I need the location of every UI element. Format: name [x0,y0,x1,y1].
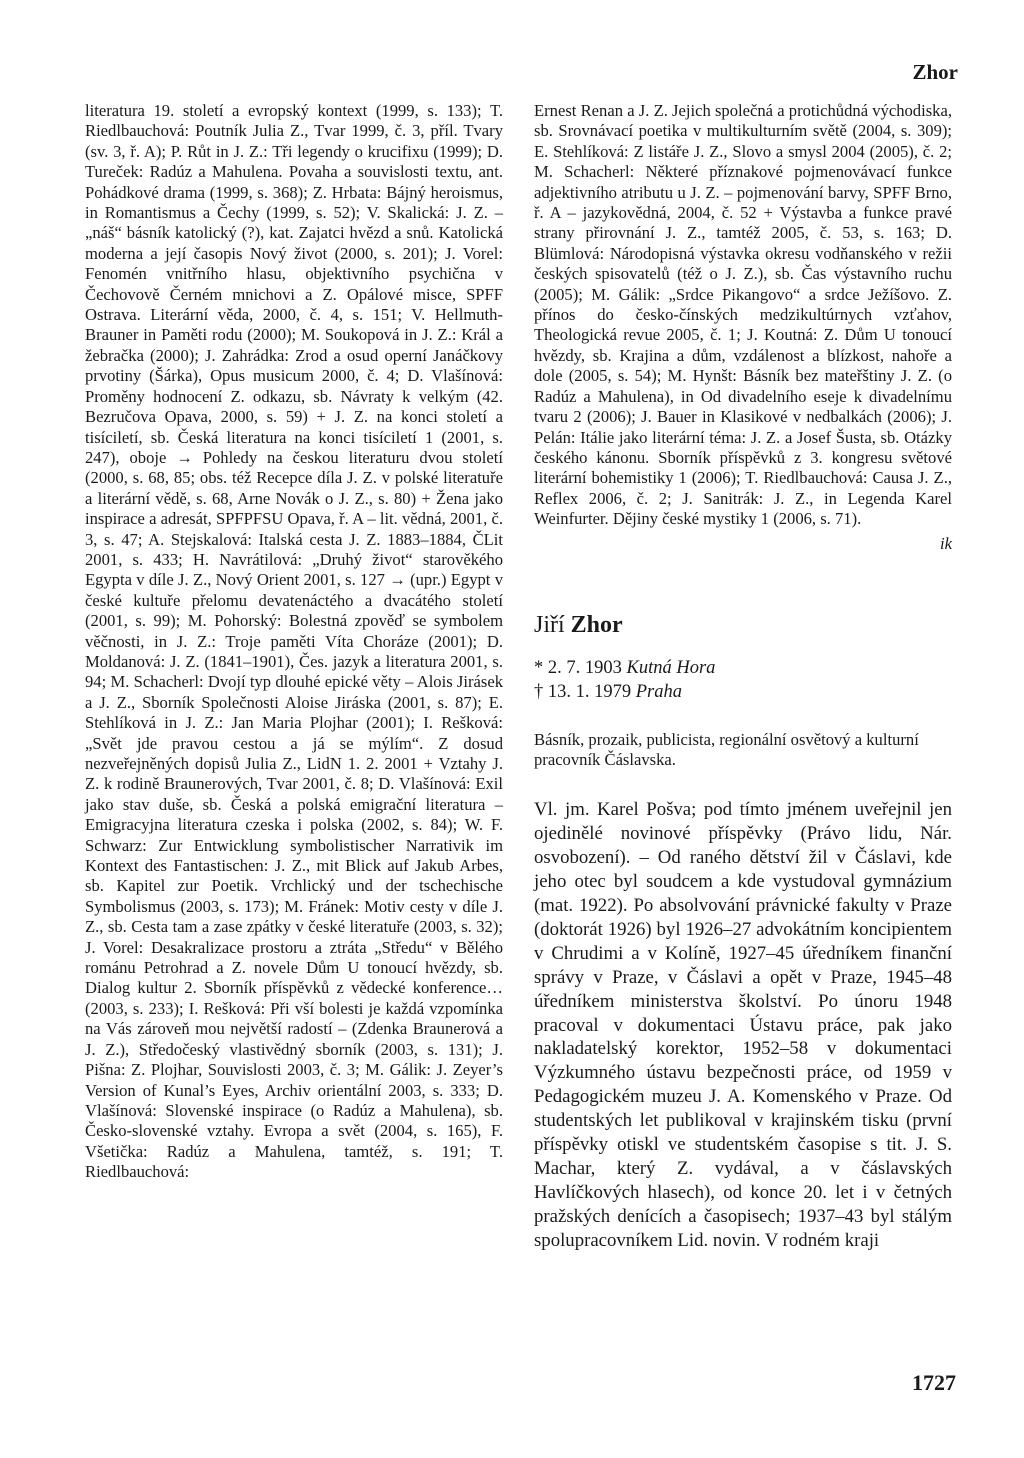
author-signature: ik [940,533,952,553]
bibliography-text-right [534,101,952,530]
right-column [534,101,952,1253]
occupation-summary: Básník, prozaik, publicista, regionální osvětový a kulturní pracovník Čáslavska. [534,729,919,769]
page-number: 1727 [912,1370,956,1395]
biography-paragraph: Vl. jm. Karel Pošva; pod tímto jménem uveřejnil jen ojedinělé novinové příspěvky (Právo lidu, Nár. osvobození). – Od raného dětství žil v Čáslavi, kde jeho otec byl soudcem a kde vystudoval gymnázium (mat. 1922). Po absolvování právnické fakulty v Praze (doktorát 1926) byl 1926–27 advokátním koncipientem v Chrudimi a v Kolíně, 1927–45 úředníkem finanční správy v Praze, v Čáslavi a opět v Praze, 1945–48 úředníkem ministerstva školství. Po únoru 1948 pracoval v dokumentaci Ústavu práce, pak jako nakladatelský korektor, 1952–58 v dokumentaci Výzkumného ústavu bezpečnosti práce, od 1959 v Pedagogickém muzeu J. A. Komenského v Praze. Od studentských let publikoval v krajinském tisku (první příspěvky otiskl ve studentském časopise s tit. J. S. Machar, který Z. vydával, a v čáslavských Havlíčkových hlasech), od konce 20. let i v četných pražských denících a časopisech; 1937–43 byl stálým spolupracovníkem Lid. novin. V rodném kraji [534,799,952,1251]
birth-place: Kutná Hora [626,657,716,678]
birth-date: * 2. 7. 1903 [534,657,622,678]
running-head: Zhor [912,60,958,84]
death-line [534,680,952,704]
entry-surname: Zhor [570,611,623,638]
entry-first-name: Jiří [534,611,565,638]
birth-line [534,656,952,680]
life-dates [534,656,952,704]
death-place: Praha [635,681,682,702]
bibliography-paragraph: literatura 19. století a evropský kontext (1999, s. 133); T. Riedlbauchová: Poutník Julia Z., Tvar 1999, č. 3, příl. Tvary (sv. 3, ř. A); P. Růt in J. Z.: Tři legendy o krucifixu (1999); D. Tureček: Radúz a Mahulena. Povaha a souvislosti textu, ant. Pohádkové drama (1999, s. 368); Z. Hrbata: Bájný heroismus, in Romantismus a Čechy (1999, s. 52); V. Skalická: J. Z. – „náš“ básník katolický (?), kat. Zajatci hvězd a snů. Katolická moderna a její časopis Nový život (2000, s. 201); J. Vorel: Fenomén vnitřního hlasu, objektivního psychična v Čechovově Černém mnichovi a Z. Opálové misce, SPFF Ostrava. Literární věda, 2000, č. 4, s. 151; V. Hellmuth-Brauner in Paměti rodu (2000); M. Soukopová in J. Z.: Král a žebračka (2000); J. Zahrádka: Zrod a osud operní Janáčkovy prvotiny (Šárka), Opus musicum 2000, č. 4; D. Vlašínová: Proměny hodnocení Z. odkazu, sb. Návraty k velkým (42. Bezručova Opava, 2000, s. 59) + J. Z. na konci století a tisíciletí, sb. Česká literatura na konci tisíciletí 1 (2001, s. 247), obojе → Pohledy na českou literaturu dvou století (2000, s. 68, 85; obs. též Recepce díla J. Z. v polské literatuře a literární vědě, s. 68, Arne Novák o J. Z., s. 80) + Žena jako inspirace a adresát, SPFPFSU Opava, ř. A – lit. vědná, 2001, č. 3, s. 47; A. Stejskalová: Italská cesta J. Z. 1883–1884, ČLit 2001, s. 433; H. Navrátilová: „Druhý život“ starověkého Egypta v díle J. Z., Nový Orient 2001, s. 127 → (upr.) Egypt v české kultuře přelomu devatenáctého a dvacátého století (2001, s. 99); M. Pohorský: Bolestná zpověď se symbolem věčnosti, in J. Z.: Troje paměti Víta Choráze (2001); D. Moldanová: J. Z. (1841–1901), Čes. jazyk a literatura 2001, s. 94; M. Schacherl: Dvojí typ dlouhé epické věty – Alois Jirásek a J. Z., Sborník Společnosti Aloise Jiráska (2001, s. 87); E. Stehlíková in J. Z.: Jan Maria Plojhar (2001); I. Rešková: „Svět jde pravou cestou a já se mýlím“. Z dosud nezveřejněných dopisů Julia Z., LidN 1. 2. 2001 + Vztahy J. Z. k rodině Braunerových, Tvar 2001, č. 8; D. Vlašínová: Exil jako stav duše, sb. Česká a polská emigrační literatura – Emigracyjna literatura czeska i polska (2002, s. 84); W. F. Schwarz: Zur Entwicklung symbolistischer Narrativik im Kontext des Fantastischen: J. Z., mit Blick auf Jakub Arbes, sb. Kapitel zur Poetik. Vrchlický und der tschechische Symbolismus (2003, s. 173); M. Fránek: Motiv cesty v díle J. Z., sb. Cesta tam a zase zpátky v české literatuře (2003, s. 32); J. Vorel: Desakralizace prostoru a ztráta „Středu“ v Bělého románu Petrohrad a Z. novele Dům U tonoucí hvězdy, sb. Dialog kultur 2. Sborník příspěvků z vědecké konference… (2003, s. 233); I. Rešková: Při vší bolesti je každá vzpomínka na Vás zároveň mou největší radostí – (Zdenka Braunerová a J. Z.), Středočeský vlastivědný sborník (2003, s. 131); J. Pišna: Z. Plojhar, Souvislosti 2003, č. 3; M. Gálik: J. Zeyer’s Version of Kunal’s Eyes, Archiv orientální 2003, s. 333; D. Vlašínová: Slovenské inspirace (o Radúz a Mahulena), sb. Česko-slovenské vztahy. Evropa a svět (2004, s. 165), F. Všetička: Radúz a Mahulena, tamtéž, s. 191; T. Riedlbauchová: [85,101,503,1182]
left-column [85,101,503,1183]
bibliography-text-left [85,101,503,1183]
biography-text [534,798,952,1252]
entry-heading [534,610,952,640]
bibliography-continuation: Ernest Renan a J. Z. Jejich společná a protichůdná východiska, sb. Srovnávací poetika v multikulturním světě (2004, s. 309); E. Stehlíková: Z listáře J. Z., Slovo a smysl 2004 (2005), č. 2; M. Schacherl: Některé příznakové pojmenovávací funkce adjektivního atributu u J. Z. – pojmenování barvy, SPFF Brno, ř. A – jazykovědná, 2004, č. 52 + Výstavba a funkce pravé strany přirovnání J. Z., tamtéž 2005, č. 53, s. 163; D. Blümlová: Národopisná výstavka okresu vodňanského v režii českých spisovatelů (též o J. Z.), sb. Čas výstavního ruchu (2005); M. Gálik: „Srdce Pikangovo“ a srdce Ježíšovo. Z. přínos do česko-čínských medzikultúrnych vzťahov, Theologická revue 2005, č. 1; J. Koutná: Z. Dům U tonoucí hvězdy, sb. Krajina a dům, vzdálenost a blízkost, nahoře a dole (2005, s. 54); M. Hynšt: Básník bez mateřštiny J. Z. (o Radúz a Mahulena), in Od divadelního eseje k divadelnímu tvaru 2 (2006); J. Bauer in Klasikové v nedbalkách (2006); J. Pelán: Itálie jako literární téma: J. Z. a Josef Šusta, sb. Otázky českého kánonu. Sborník příspěvků z 3. kongresu světové literární bohemistiky 1 (2006); T. Riedlbauchová: Causa J. Z., Reflex 2006, č. 2; J. Sanitrák: J. Z., in Legenda Karel Weinfurter. Dějiny české mystiky 1 (2006, s. 71). [534,101,952,529]
death-date: † 13. 1. 1979 [534,681,632,702]
